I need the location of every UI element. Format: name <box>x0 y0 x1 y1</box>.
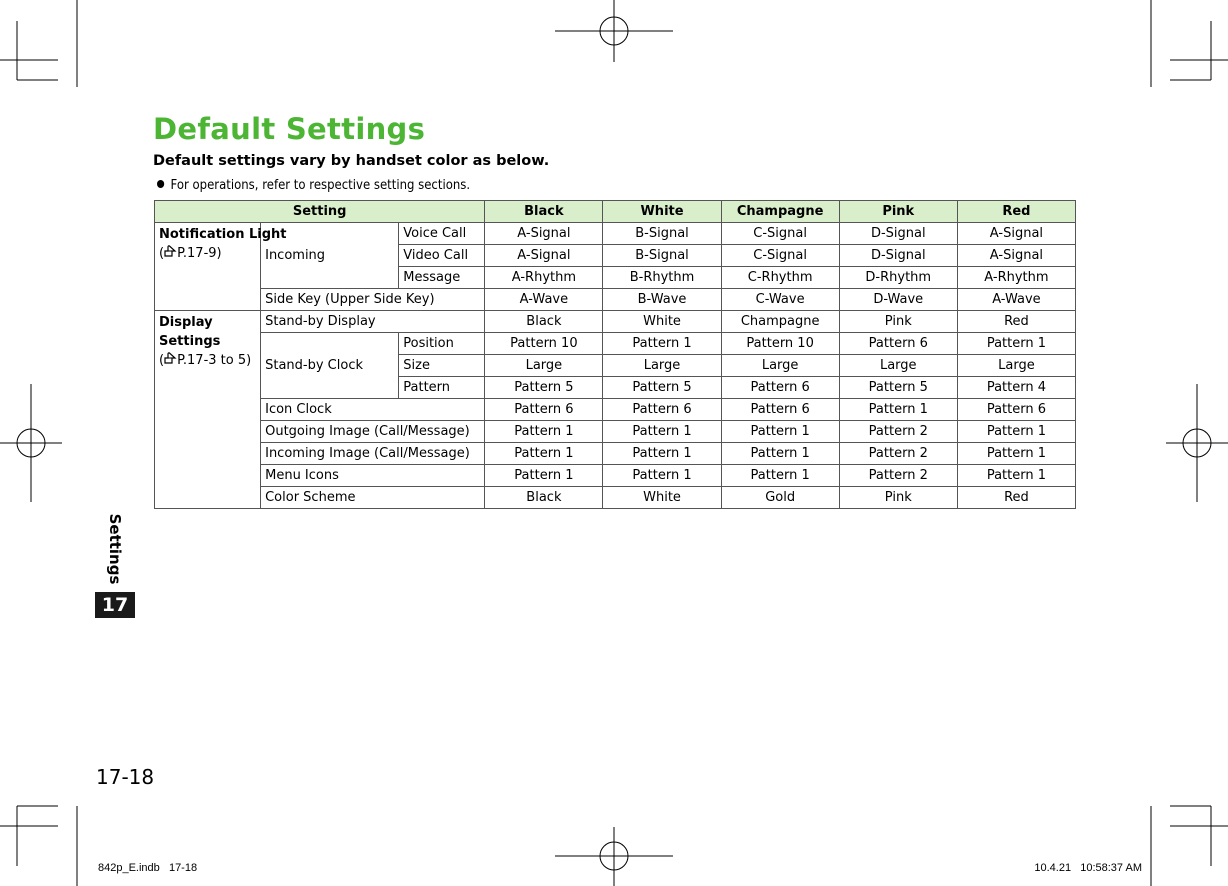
value-red: Pattern 1 <box>957 465 1075 487</box>
value-red: Pattern 1 <box>957 421 1075 443</box>
value-champagne: Pattern 1 <box>721 443 839 465</box>
value-black: Large <box>485 355 603 377</box>
row-label: Incoming Image (Call/Message) <box>261 443 485 465</box>
value-black: A-Signal <box>485 223 603 245</box>
value-white: Pattern 1 <box>603 421 721 443</box>
value-red: Red <box>957 487 1075 509</box>
value-champagne: Pattern 1 <box>721 465 839 487</box>
value-champagne: Pattern 6 <box>721 399 839 421</box>
operations-note <box>157 178 470 193</box>
table-row <box>155 223 1076 245</box>
value-red: Pattern 1 <box>957 443 1075 465</box>
value-red: Red <box>957 311 1075 333</box>
group-title: Notification Light <box>159 227 287 242</box>
group-title: Display Settings <box>159 315 221 349</box>
value-pink: Pattern 2 <box>839 465 957 487</box>
value-champagne: C-Rhythm <box>721 267 839 289</box>
value-red: A-Wave <box>957 289 1075 311</box>
group-reference: ( P.17-3 to 5) <box>159 353 252 368</box>
value-black: A-Signal <box>485 245 603 267</box>
row-label: Pattern <box>399 377 485 399</box>
table-row <box>155 443 1076 465</box>
page-number: 17-18 <box>96 765 155 789</box>
value-black: A-Rhythm <box>485 267 603 289</box>
row-label: Color Scheme <box>261 487 485 509</box>
value-pink: Pattern 2 <box>839 421 957 443</box>
table-row <box>155 487 1076 509</box>
row-label: Video Call <box>399 245 485 267</box>
row-label: Side Key (Upper Side Key) <box>261 289 485 311</box>
group-notification-light <box>155 223 287 311</box>
value-white: Pattern 1 <box>603 333 721 355</box>
page-subtitle: Default settings vary by handset color as below. <box>153 153 550 169</box>
header-pink: Pink <box>839 201 957 223</box>
header-red: Red <box>957 201 1075 223</box>
row-label: Size <box>399 355 485 377</box>
value-white: White <box>603 487 721 509</box>
value-red: A-Rhythm <box>957 267 1075 289</box>
reference-page: P.17-9 <box>177 246 217 261</box>
value-white: B-Rhythm <box>603 267 721 289</box>
bullet-dot-icon <box>157 180 164 188</box>
value-champagne: Pattern 1 <box>721 421 839 443</box>
value-champagne: Pattern 6 <box>721 377 839 399</box>
table-header-row <box>155 201 1076 223</box>
header-setting: Setting <box>155 201 485 223</box>
row-label: Stand-by Display <box>261 311 485 333</box>
value-white: B-Signal <box>603 245 721 267</box>
table-row <box>155 311 1076 333</box>
value-white: Pattern 1 <box>603 465 721 487</box>
chapter-tab-label: Settings <box>106 513 124 585</box>
group-reference: ( P.17-9) <box>159 246 222 261</box>
value-champagne: Champagne <box>721 311 839 333</box>
value-black: Pattern 1 <box>485 465 603 487</box>
chapter-number: 17 <box>95 592 135 618</box>
group-display-settings <box>155 311 261 509</box>
value-pink: D-Rhythm <box>839 267 957 289</box>
value-white: Large <box>603 355 721 377</box>
row-label: Message <box>399 267 485 289</box>
pointing-hand-icon <box>164 352 177 364</box>
reference-page: P.17-3 to 5 <box>177 353 247 368</box>
value-white: Pattern 5 <box>603 377 721 399</box>
value-black: A-Wave <box>485 289 603 311</box>
footer-file-info: 842p_E.indb 17-18 <box>98 862 198 874</box>
table-row <box>155 421 1076 443</box>
chapter-tab <box>88 509 142 589</box>
subgroup-standby-clock: Stand-by Clock <box>261 333 399 399</box>
value-champagne: C-Wave <box>721 289 839 311</box>
value-champagne: C-Signal <box>721 245 839 267</box>
value-pink: D-Wave <box>839 289 957 311</box>
value-pink: D-Signal <box>839 245 957 267</box>
value-pink: D-Signal <box>839 223 957 245</box>
value-black: Pattern 1 <box>485 443 603 465</box>
value-black: Black <box>485 487 603 509</box>
pointing-hand-icon <box>164 245 177 257</box>
value-white: Pattern 6 <box>603 399 721 421</box>
value-champagne: C-Signal <box>721 223 839 245</box>
header-champagne: Champagne <box>721 201 839 223</box>
value-black: Pattern 6 <box>485 399 603 421</box>
value-white: Pattern 1 <box>603 443 721 465</box>
table-row <box>155 289 1076 311</box>
value-red: Pattern 6 <box>957 399 1075 421</box>
value-pink: Pattern 2 <box>839 443 957 465</box>
value-red: A-Signal <box>957 223 1075 245</box>
header-black: Black <box>485 201 603 223</box>
value-pink: Pattern 1 <box>839 399 957 421</box>
value-white: B-Wave <box>603 289 721 311</box>
row-label: Outgoing Image (Call/Message) <box>261 421 485 443</box>
row-label: Voice Call <box>399 223 485 245</box>
page-title: Default Settings <box>153 112 426 146</box>
value-pink: Large <box>839 355 957 377</box>
default-settings-table <box>154 200 1076 509</box>
value-champagne: Gold <box>721 487 839 509</box>
row-label: Position <box>399 333 485 355</box>
value-pink: Pattern 5 <box>839 377 957 399</box>
value-champagne: Pattern 10 <box>721 333 839 355</box>
table-row <box>155 465 1076 487</box>
value-champagne: Large <box>721 355 839 377</box>
value-pink: Pink <box>839 311 957 333</box>
value-white: White <box>603 311 721 333</box>
row-label: Icon Clock <box>261 399 485 421</box>
row-label: Menu Icons <box>261 465 485 487</box>
value-black: Black <box>485 311 603 333</box>
value-pink: Pattern 6 <box>839 333 957 355</box>
value-black: Pattern 10 <box>485 333 603 355</box>
value-red: Pattern 4 <box>957 377 1075 399</box>
value-black: Pattern 5 <box>485 377 603 399</box>
value-white: B-Signal <box>603 223 721 245</box>
value-black: Pattern 1 <box>485 421 603 443</box>
value-pink: Pink <box>839 487 957 509</box>
header-white: White <box>603 201 721 223</box>
value-red: A-Signal <box>957 245 1075 267</box>
note-text: For operations, refer to respective setting sections. <box>170 178 471 193</box>
subgroup-incoming: Incoming <box>261 223 399 289</box>
value-red: Large <box>957 355 1075 377</box>
table-row <box>155 399 1076 421</box>
footer-timestamp: 10.4.21 10:58:37 AM <box>1034 862 1142 874</box>
table-row <box>155 333 1076 355</box>
value-red: Pattern 1 <box>957 333 1075 355</box>
